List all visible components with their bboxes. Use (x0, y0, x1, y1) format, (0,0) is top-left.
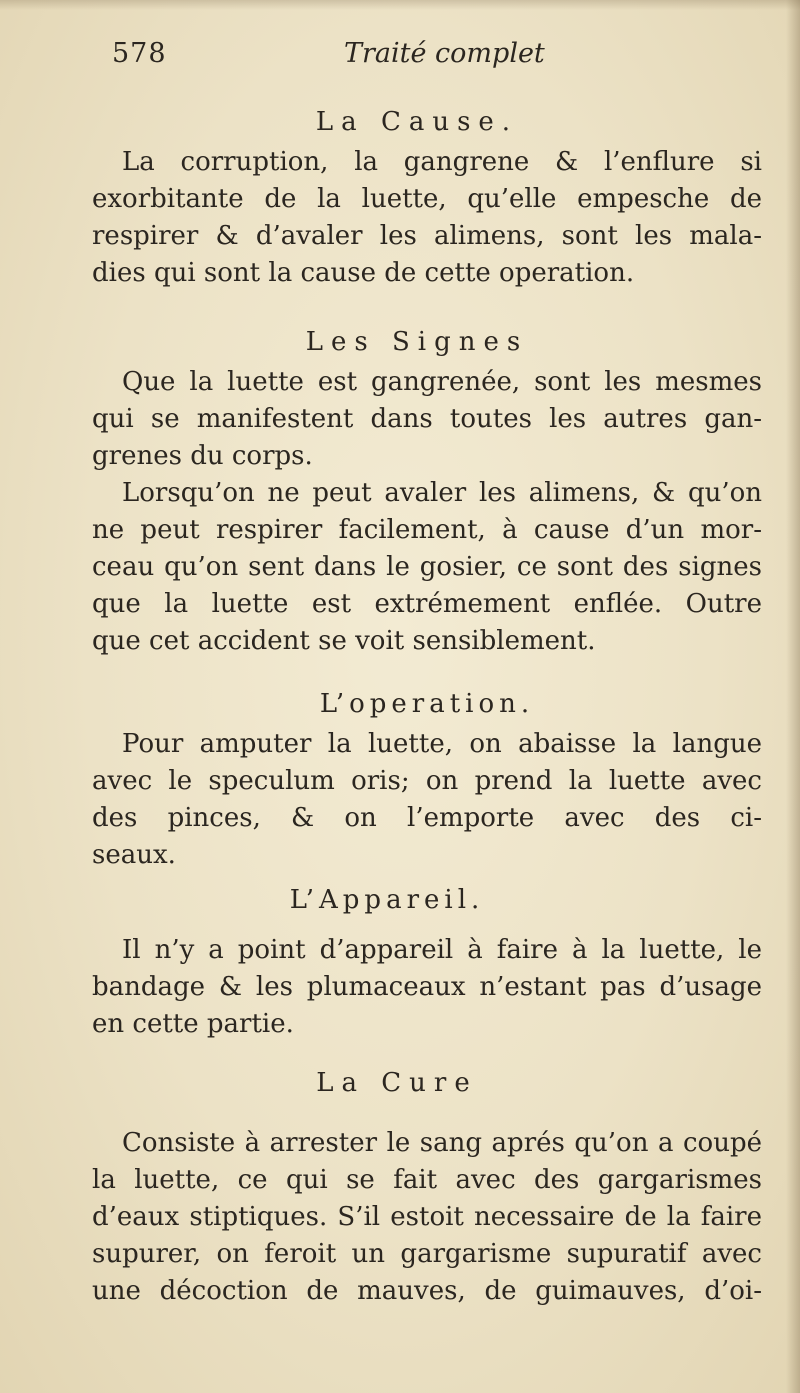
text-line: ceau qu’on sent dans le gosier, ce sont des signes (92, 552, 762, 582)
spacer (92, 1105, 762, 1125)
paragraph-signes-1 (92, 364, 762, 475)
running-title: Traité complet (344, 38, 545, 69)
text-line: des pinces, & on l’emporte avec des ci- (92, 803, 762, 833)
heading-operation: L’operation. (319, 689, 535, 719)
heading-appareil: L’Appareil. (289, 885, 485, 915)
spacer (92, 922, 762, 932)
text-line: Consiste à arrester le sang aprés qu’on a coupé (122, 1128, 762, 1158)
running-header (112, 38, 672, 78)
text-line: supurer, on feroit un gargarisme supuratif avec (92, 1239, 762, 1269)
paragraph-appareil (92, 932, 762, 1043)
text-line: que la luette est extrémement enflée. Outre (92, 589, 762, 619)
text-line: que cet accident se voit sensiblement. (92, 626, 596, 656)
heading-les-signes: Les Signes (305, 327, 529, 357)
text-line: Pour amputer la luette, on abaisse la langue (122, 729, 762, 759)
text-line: la luette, ce qui se fait avec des gargarismes (92, 1165, 762, 1195)
text-line: bandage & les plumaceaux n’estant pas d’usage (92, 972, 762, 1002)
text-line: avec le speculum oris; on prend la luette avec (92, 766, 762, 796)
page-number: 578 (112, 38, 167, 69)
paragraph-operation (92, 726, 762, 874)
heading-la-cause: La Cause. (315, 107, 519, 137)
text-line: dies qui sont la cause de cette operation. (92, 258, 635, 288)
heading-la-cure: La Cure (316, 1068, 478, 1098)
text-line: exorbitante de la luette, qu’elle empesche de (92, 184, 762, 214)
paragraph-cause (92, 144, 762, 292)
page-body (92, 100, 762, 1370)
text-line: Que la luette est gangrenée, sont les mesmes (122, 367, 762, 397)
text-line: qui se manifestent dans toutes les autres gan- (92, 404, 762, 434)
text-line: Il n’y a point d’appareil à faire à la luette, le (122, 935, 762, 965)
text-line: seaux. (92, 840, 176, 870)
text-line: d’eaux stiptiques. S’il estoit necessaire de la faire (92, 1202, 762, 1232)
text-line: ne peut respirer facilement, à cause d’un mor- (92, 515, 762, 545)
text-line: respirer & d’avaler les alimens, sont les mala- (92, 221, 762, 251)
text-line: une décoction de mauves, de guimauves, d’oi- (92, 1276, 762, 1306)
page-top-shadow (0, 0, 800, 10)
page-gutter-shadow (786, 0, 800, 1393)
text-line: La corruption, la gangrene & l’enflure si (122, 147, 762, 177)
text-line: Lorsqu’on ne peut avaler les alimens, & qu’on (122, 478, 762, 508)
text-line: en cette partie. (92, 1009, 294, 1039)
paragraph-signes-2 (92, 475, 762, 660)
paragraph-cure (92, 1125, 762, 1310)
text-line: grenes du corps. (92, 441, 313, 471)
